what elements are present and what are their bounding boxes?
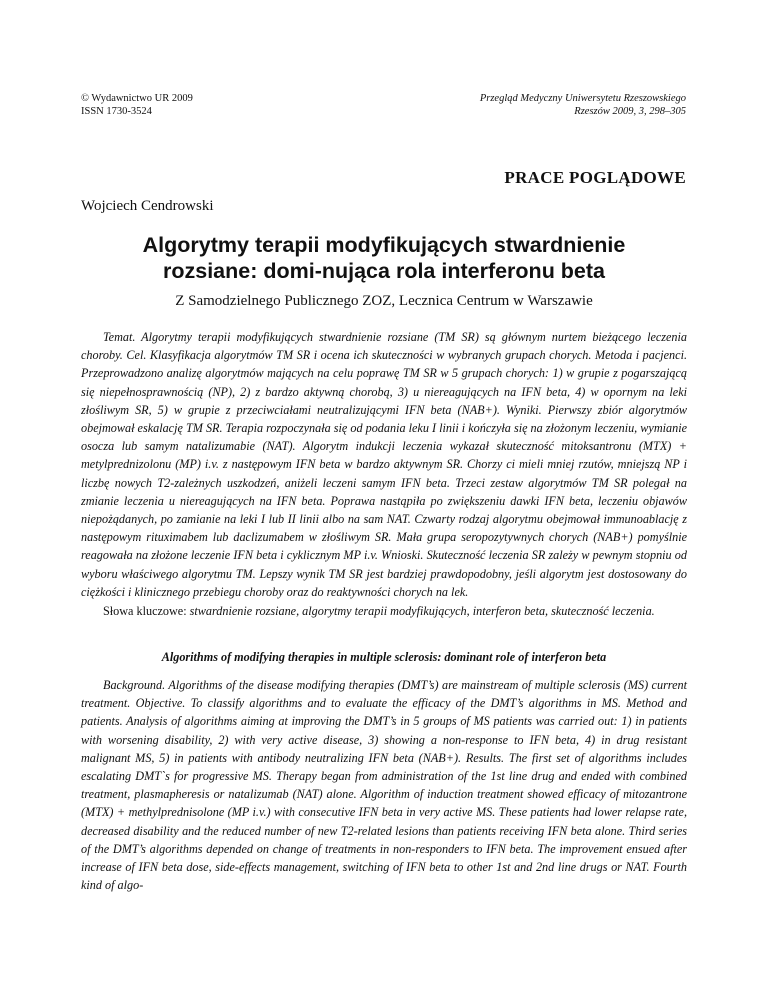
section-title: PRACE POGLĄDOWE	[504, 168, 686, 187]
journal-citation: Rzeszów 2009, 3, 298–305	[574, 106, 686, 117]
header-left	[81, 92, 193, 118]
journal-name: Przegląd Medyczny Uniwersytetu Rzeszowskiego	[479, 93, 686, 104]
article-title: Algorytmy terapii modyfikujących stwardnienie rozsiane: domi-nująca rola interferonu beta	[142, 233, 626, 283]
keywords-label: Słowa kluczowe:	[103, 604, 187, 618]
author-affiliation: Z Samodzielnego Publicznego ZOZ, Lecznica Centrum w Warszawie	[175, 293, 593, 309]
abstract-polish: Temat. Algorytmy terapii modyfikujących stwardnienie rozsiane (TM SR) są głównym nurtem bieżącego leczenia choroby. Cel. Klasyfikacja algorytmów TM SR i ocena ich skuteczności w wybranych grupach chorych. Metoda i pacjenci. Przeprowadzono analizę algorytmów mających na celu poprawę TM SR w 5 grupach chorych: 1) w grupie z pogarszającą się niepełnosprawnością (NP), 2) z bardzo aktywną chorobą, 3) u niereagujących na IFN beta, 4) w opornym na leki złośliwym SR, 5) w grupie z przeciwciałami neutralizującymi IFN beta (NAB+). Wyniki. Pierwszy zbiór algorytmów obejmował eskalację TM SR. Terapia rozpoczynała się od podania leku I linii i kończyła się na złożonym leczeniu, wymianie osocza lub samym natalizumabie (NAT). Algorytm indukcji leczenia wykazał skuteczność mitoksantronu (MTX) + metylprednizolonu (MP) i.v. z następowym IFN beta w bardzo aktywnym SR. Chorzy ci mieli mniej rzutów, mniejszą NP i liczbę nowych T2-zależnych uszkodzeń, aniżeli leczeni samym IFN beta. Trzeci zestaw algorytmów TM SR polegał na zmianie leczenia u niereagujących na IFN beta. Poprawa nastąpiła po zwiększeniu dawki IFN beta, leczeniu objawów niepożądanych, po zamianie na leki I lub II linii albo na sam NAT. Czwarty rodzaj algorytmu obejmował immunoablację z następowym rituximabem lub daclizumabem w złośliwym SR. Mała grupa seropozytywnych chorych (NAB+) pomyślnie reagowała na złożone leczenie IFN beta i cyklicznym MP i.v. Wnioski. Skuteczność leczenia SR zależy w pewnym stopniu od wyboru właściwego algorytmu TM. Lepszy wynik TM SR jest bardziej prawdopodobny, jeśli algorytm jest dostosowany do ciężkości i klinicznego przebiegu choroby oraz do reaktywności chorych na lek.	[81, 330, 687, 599]
author-name: Wojciech Cendrowski	[81, 198, 214, 214]
abstract-english: Background. Algorithms of the disease modifying therapies (DMT’s) are mainstream of multiple sclerosis (MS) current treatment. Objective. To classify algorithms and to evaluate the efficacy of the DMT’s algorithms in MS. Method and patients. Analysis of algorithms aiming at improving the DMT’s in 5 groups of MS patients was carried out: 1) in patients with worsening disability, 2) with very active disease, 3) showing a non-response to IFN beta, 4) in drug resistant malignant MS, 5) in patients with antibody neutralizing IFN beta (NAB+). Results. The first set of algorithms includes escalating DMT`s for progressive MS. Therapy began from administration of the 1st line drug and ended with combined treatment, plasmapheresis or natalizumab (NAT) alone. Algorithm of induction treatment showed efficacy of mitozantrone (MTX) + methylprednisolone (MP i.v.) with consecutive IFN beta in very active MS. These patients had lower relapse rate, decreased disability and the reduced number of new T2-related lesions than patients receiving IFN beta alone. Third series of the DMT’s algorithms depended on change of treatments in non-responders to IFN beta. The improvement ensued after increase of IFN beta dose, side-effects management, switching of IFN beta to other 1st and 2nd line drugs or NAT. Fourth kind of algo-	[81, 678, 687, 893]
keywords	[81, 602, 687, 620]
english-title: Algorithms of modifying therapies in multiple sclerosis: dominant role of interferon beta	[161, 650, 607, 664]
keywords-text: stwardnienie rozsiane, algorytmy terapii modyfikujących, interferon beta, skuteczność leczenia.	[189, 604, 655, 618]
header-right	[480, 92, 686, 118]
publisher-line: © Wydawnictwo UR 2009	[81, 93, 193, 104]
issn-line: ISSN 1730-3524	[81, 106, 152, 117]
